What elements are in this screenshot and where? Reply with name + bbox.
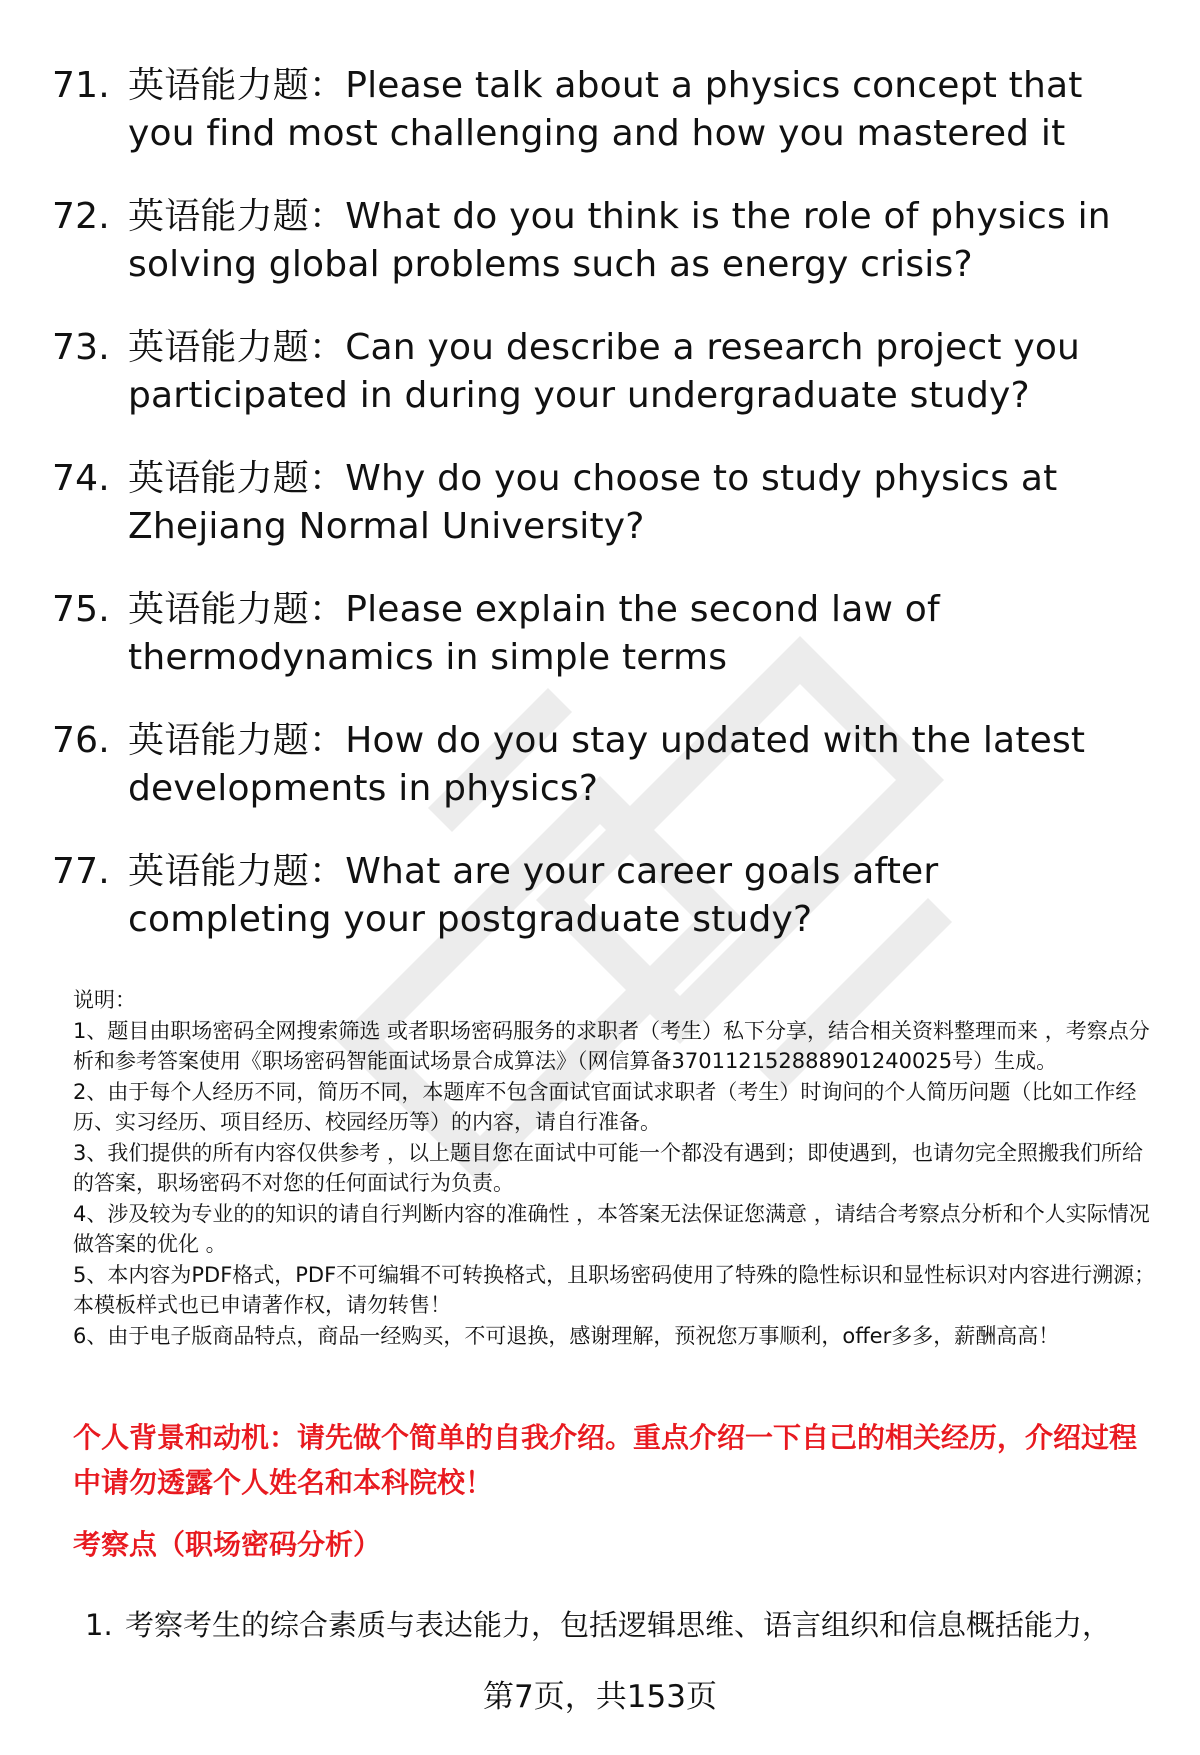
question-number: 71. xyxy=(52,65,110,106)
note-item: 3、我们提供的所有内容仅供参考 ，以上题目您在面试中可能一个都没有遇到；即使遇到，也请勿完全照搬我们所给的答案，职场密码不对您的任何面试行为负责。 xyxy=(73,1140,1144,1195)
question-item xyxy=(52,586,1152,682)
question-item xyxy=(52,62,1152,158)
question-item xyxy=(52,848,1152,944)
question-text: 英语能力题：Can you describe a research project you participated in during your undergraduate study? xyxy=(128,327,1081,416)
question-number: 77. xyxy=(52,851,110,892)
note-item: 6、由于电子版商品特点，商品一经购买，不可退换，感谢理解，预祝您万事顺利，offer多多，薪酬高高！ xyxy=(73,1323,1060,1348)
note-item: 1、题目由职场密码全网搜索筛选 或者职场密码服务的求职者（考生）私下分享，结合相关资料整理而来 ，考察点分析和参考答案使用《职场密码智能面试场景合成算法》（网信算备370112152888901240025号）生成。 xyxy=(73,1018,1150,1073)
question-text: 英语能力题：Why do you choose to study physics at Zhejiang Normal University? xyxy=(128,458,1058,547)
analysis-point-number: 1. xyxy=(85,1608,113,1642)
question-text: 英语能力题：Please explain the second law of thermodynamics in simple terms xyxy=(128,589,940,678)
question-number: 75. xyxy=(52,589,110,630)
section-heading: 个人背景和动机：请先做个简单的自我介绍。重点介绍一下自己的相关经历，介绍过程中请勿透露个人姓名和本科院校！ xyxy=(73,1421,1138,1499)
question-text: 英语能力题：What do you think is the role of physics in solving global problems such as energy crisis? xyxy=(128,196,1111,285)
analysis-point-text: 考察考生的综合素质与表达能力，包括逻辑思维、语言组织和信息概括能力， xyxy=(125,1608,1112,1642)
question-item xyxy=(52,324,1152,420)
note-item: 5、本内容为PDF格式，PDF不可编辑不可转换格式，且职场密码使用了特殊的隐性标识和显性标识对内容进行溯源；本模板样式也已申请著作权，请勿转售！ xyxy=(73,1262,1156,1317)
notes-title: 说明： xyxy=(73,988,136,1012)
question-text: 英语能力题：Please talk about a physics concept that you find most challenging and how you mastered it xyxy=(128,65,1083,154)
question-item xyxy=(52,193,1152,289)
page-footer: 第7页，共153页 xyxy=(483,1679,717,1715)
question-number: 72. xyxy=(52,196,110,237)
analysis-point xyxy=(85,1605,1175,1645)
question-list xyxy=(52,62,1152,979)
question-number: 73. xyxy=(52,327,110,368)
note-item: 2、由于每个人经历不同，简历不同，本题库不包含面试官面试求职者（考生）时询问的个人简历问题（比如工作经历、实习经历、项目经历、校园经历等）的内容，请自行准备。 xyxy=(73,1079,1137,1134)
question-text: 英语能力题：What are your career goals after completing your postgraduate study? xyxy=(128,851,939,940)
question-item xyxy=(52,455,1152,551)
note-item: 4、涉及较为专业的的知识的请自行判断内容的准确性 ，本答案无法保证您满意 ，请结合考察点分析和个人实际情况做答案的优化 。 xyxy=(73,1201,1150,1256)
question-item xyxy=(52,717,1152,813)
notes-section xyxy=(73,985,1163,1351)
question-text: 英语能力题：How do you stay updated with the latest developments in physics? xyxy=(128,720,1086,809)
question-number: 76. xyxy=(52,720,110,761)
question-number: 74. xyxy=(52,458,110,499)
section-subheading: 考察点（职场密码分析） xyxy=(73,1528,382,1561)
